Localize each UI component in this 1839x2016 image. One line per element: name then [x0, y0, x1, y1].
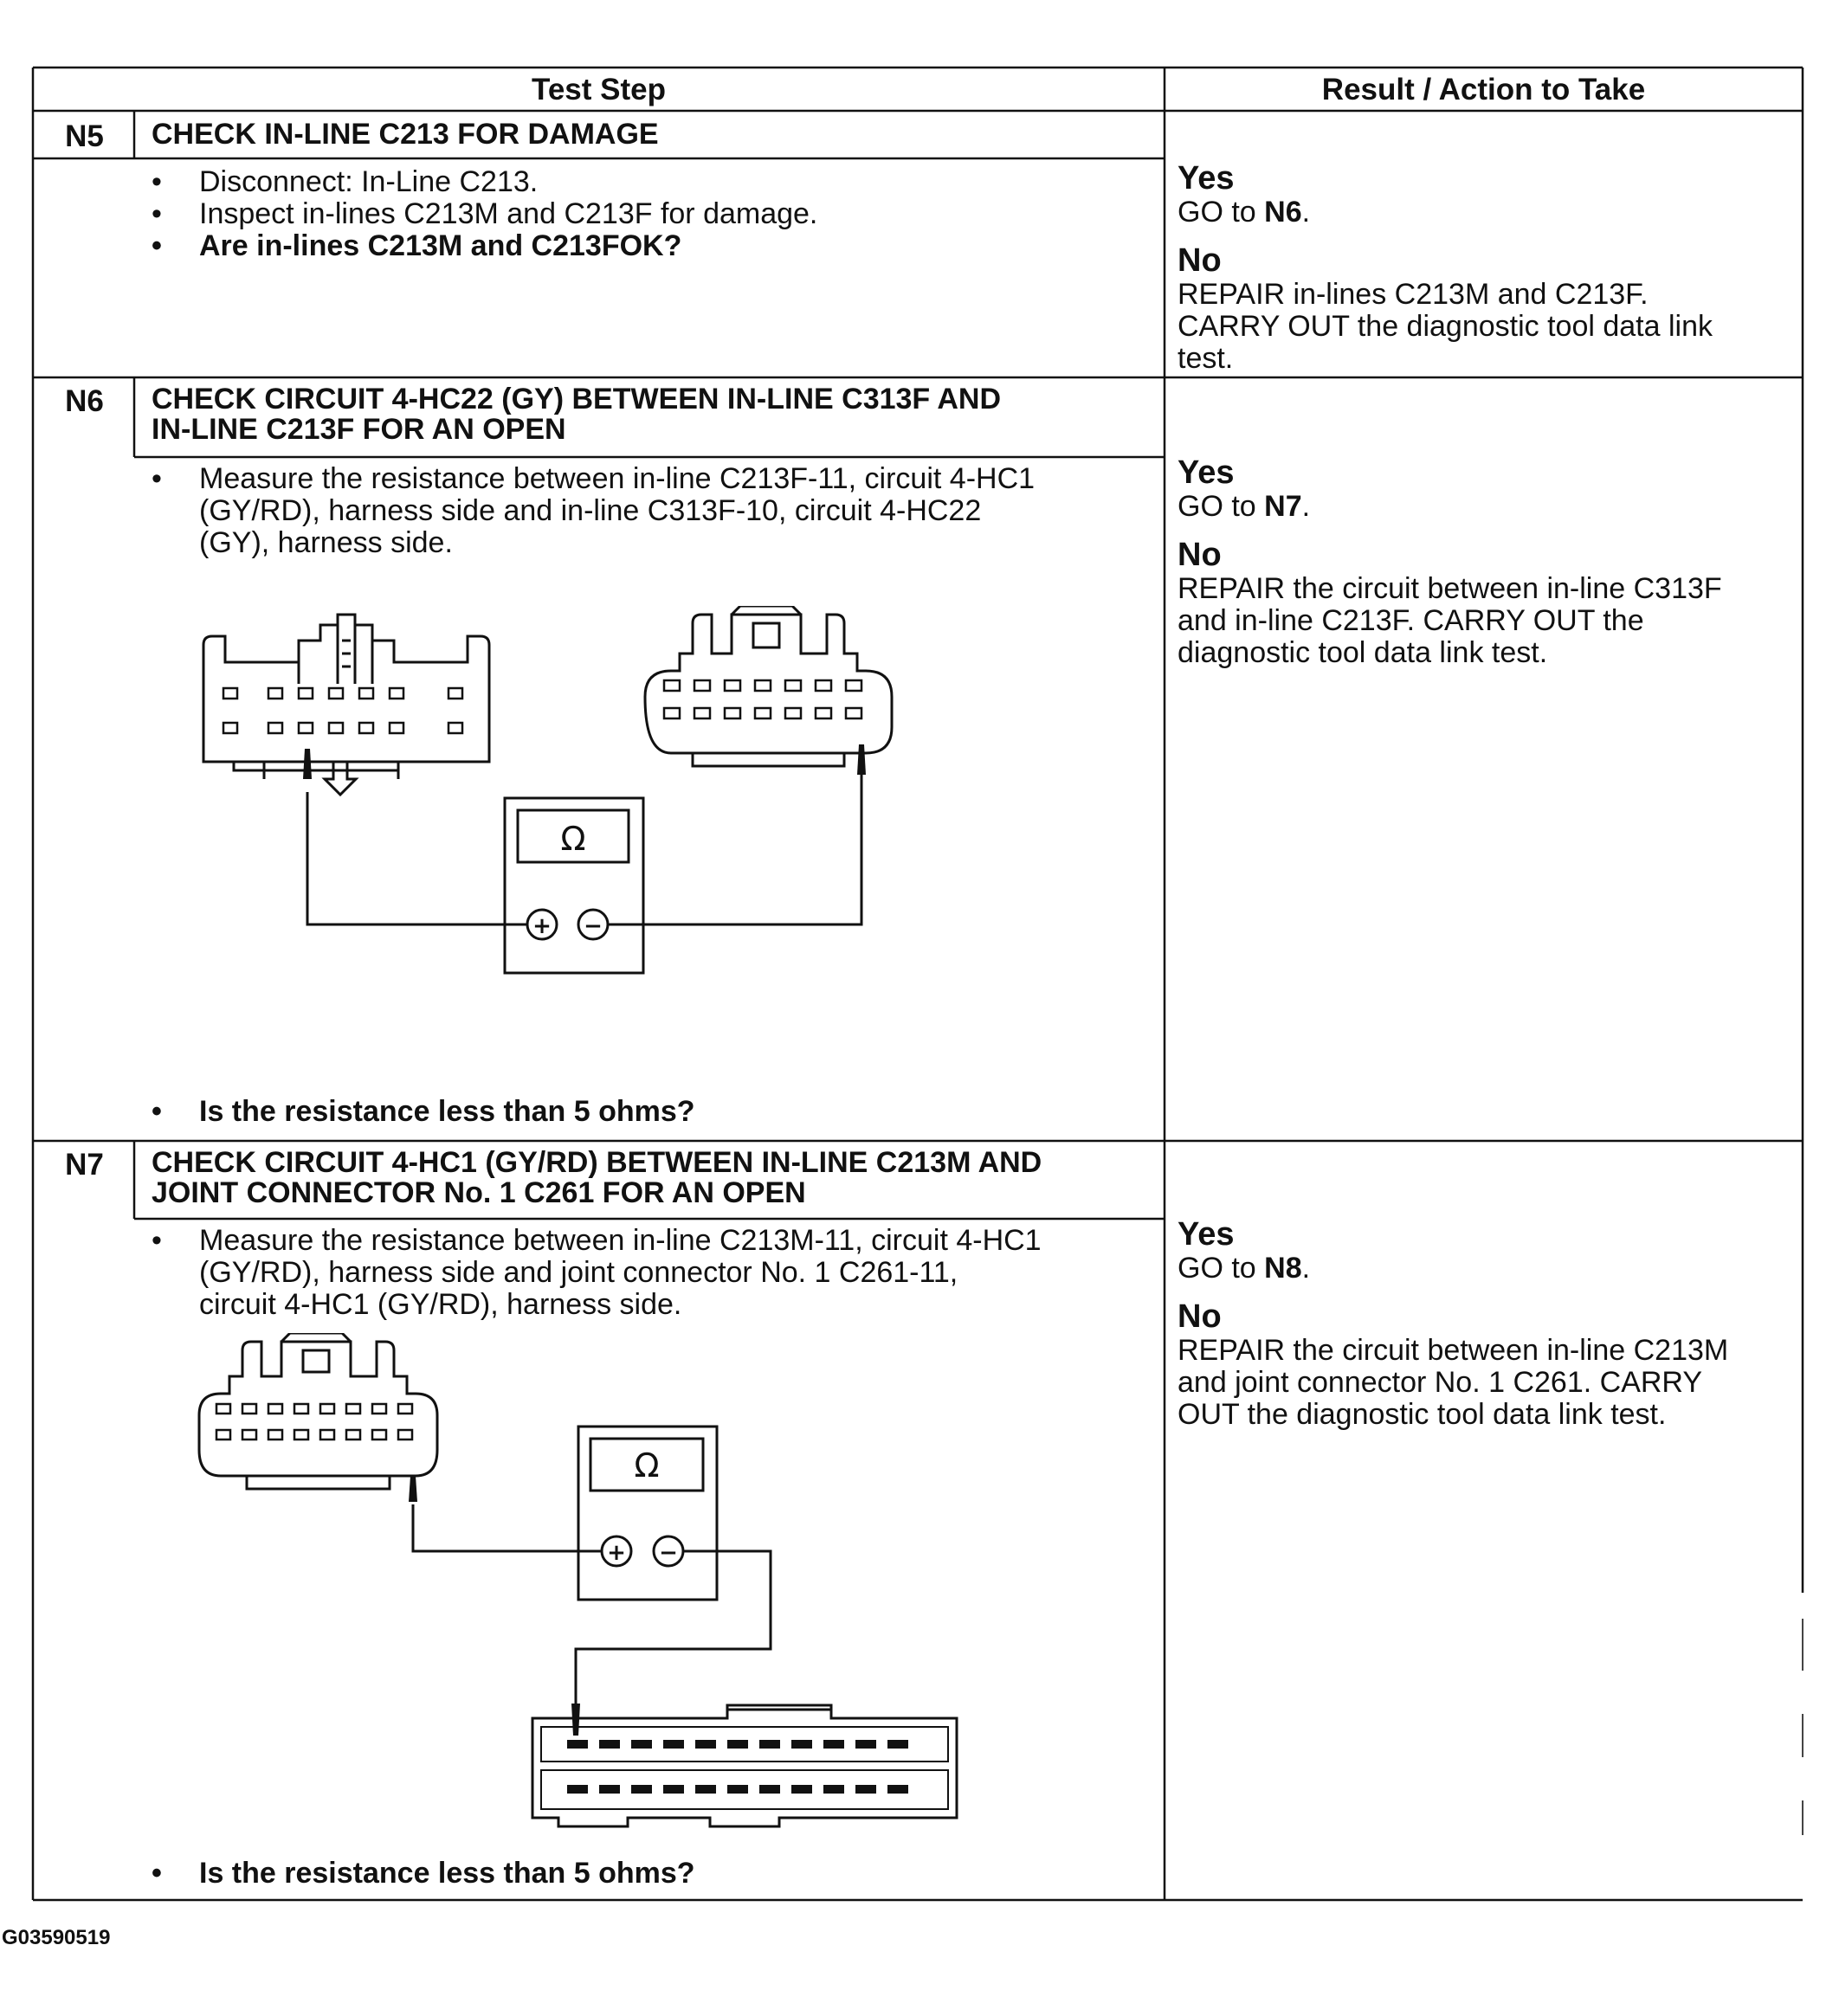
yes-action — [1178, 196, 1784, 229]
c261-pins — [567, 1740, 908, 1794]
instruction-line: (GY/RD), harness side and in-line C313F-10, circuit 4-HC22 — [199, 494, 982, 527]
yes-action-prefix: GO to — [1178, 1252, 1265, 1285]
instruction-item — [147, 1225, 1143, 1321]
question-item: • Are in-lines C213M and C213FOK? — [147, 230, 1143, 262]
no-action-line: diagnostic tool data link test. — [1178, 636, 1548, 669]
question-n7 — [147, 1858, 1143, 1890]
instruction-item: • Disconnect: In-Line C213. — [147, 166, 1143, 198]
instruction-item — [147, 463, 1143, 559]
yes-action-suffix: . — [1301, 1252, 1311, 1285]
connector-c213m — [199, 1333, 437, 1489]
n7-wiring-diagram — [173, 1333, 1126, 1835]
plus-terminal-label: + — [532, 913, 552, 939]
yes-action — [1178, 1253, 1784, 1285]
step-title-line: CHECK CIRCUIT 4-HC22 (GY) BETWEEN IN-LINE C313F AND — [152, 383, 1002, 415]
yes-label: Yes — [1178, 454, 1235, 491]
connector-c313f — [645, 606, 892, 766]
yes-label: Yes — [1178, 160, 1235, 196]
step-title-n6 — [152, 384, 1147, 445]
yes-action-prefix: GO to — [1178, 196, 1265, 229]
instruction-line: • Measure the resistance between in-line C213M-11, circuit 4-HC1 — [199, 1224, 1042, 1257]
instruction-line: circuit 4-HC1 (GY/RD), harness side. — [199, 1288, 682, 1321]
step-id-n6: N6 — [65, 384, 104, 418]
instructions-n7 — [147, 1225, 1143, 1321]
probe-tip-positive — [303, 749, 312, 779]
goto-link-n8[interactable]: N8 — [1264, 1252, 1302, 1285]
step-title-line: JOINT CONNECTOR No. 1 C261 FOR AN OPEN — [152, 1176, 806, 1209]
instruction-line: • Measure the resistance between in-line C213F-11, circuit 4-HC1 — [199, 462, 1036, 495]
step-title-n5 — [152, 119, 1147, 150]
result-n6 — [1178, 454, 1784, 669]
instruction-line: (GY/RD), harness side and joint connector No. 1 C261-11, — [199, 1256, 958, 1289]
no-label: No — [1178, 537, 1222, 573]
goto-link-n7[interactable]: N7 — [1264, 490, 1302, 523]
column-header-result: Result / Action to Take — [1321, 73, 1646, 106]
yes-action-suffix: . — [1301, 196, 1311, 229]
no-action-line: and in-line C213F. CARRY OUT the — [1178, 604, 1644, 637]
connector-c261 — [532, 1705, 957, 1826]
question-item: • Is the resistance less than 5 ohms? — [147, 1858, 1143, 1890]
minus-terminal-label: − — [659, 1540, 678, 1566]
minus-terminal-label: − — [584, 913, 603, 939]
no-action-line: REPAIR in-lines C213M and C213F. — [1178, 278, 1649, 311]
step-title-line: IN-LINE C213F FOR AN OPEN — [152, 413, 566, 446]
step-id-n7: N7 — [65, 1148, 104, 1182]
step-title-line: CHECK IN-LINE C213 FOR DAMAGE — [152, 118, 659, 151]
goto-link-n6[interactable]: N6 — [1264, 196, 1302, 229]
no-action-line: CARRY OUT the diagnostic tool data link — [1178, 310, 1713, 343]
plus-terminal-label: + — [607, 1540, 626, 1566]
no-action-line: test. — [1178, 342, 1234, 375]
yes-action-suffix: . — [1301, 490, 1311, 523]
no-action-line: REPAIR the circuit between in-line C213M — [1178, 1334, 1729, 1367]
question-n6 — [147, 1096, 1143, 1128]
instructions-n5 — [147, 166, 1143, 262]
result-n5 — [1178, 160, 1784, 375]
no-label: No — [1178, 1298, 1222, 1335]
probe-wire-negative — [608, 775, 861, 924]
instruction-item: • Inspect in-lines C213M and C213F for damage. — [147, 198, 1143, 230]
probe-wire-positive — [307, 792, 527, 924]
figure-code: G03590519 — [2, 1926, 111, 1949]
no-label: No — [1178, 242, 1222, 279]
n6-wiring-diagram — [173, 606, 1126, 1039]
result-n7 — [1178, 1216, 1784, 1431]
step-title-line: CHECK CIRCUIT 4-HC1 (GY/RD) BETWEEN IN-LINE C213M AND — [152, 1146, 1042, 1179]
instructions-n6 — [147, 463, 1143, 559]
ohm-symbol: Ω — [634, 1446, 660, 1485]
probe-wire-negative — [576, 1551, 771, 1705]
step-title-n7 — [152, 1148, 1147, 1208]
ohm-symbol: Ω — [560, 820, 586, 858]
probe-tip-negative — [571, 1704, 580, 1736]
yes-action — [1178, 491, 1784, 523]
connector-c213f — [203, 615, 489, 779]
probe-wire-positive — [413, 1504, 602, 1551]
question-item: • Is the resistance less than 5 ohms? — [147, 1096, 1143, 1128]
yes-action-prefix: GO to — [1178, 490, 1265, 523]
probe-tip-negative — [857, 744, 866, 775]
no-action-line: REPAIR the circuit between in-line C313F — [1178, 572, 1722, 605]
probe-tip-positive — [409, 1476, 417, 1502]
step-id-n5: N5 — [65, 119, 104, 153]
no-action-line: OUT the diagnostic tool data link test. — [1178, 1398, 1667, 1431]
no-action-line: and joint connector No. 1 C261. CARRY — [1178, 1366, 1703, 1399]
instruction-line: (GY), harness side. — [199, 526, 453, 559]
yes-label: Yes — [1178, 1216, 1235, 1253]
column-header-test-step: Test Step — [532, 73, 666, 106]
